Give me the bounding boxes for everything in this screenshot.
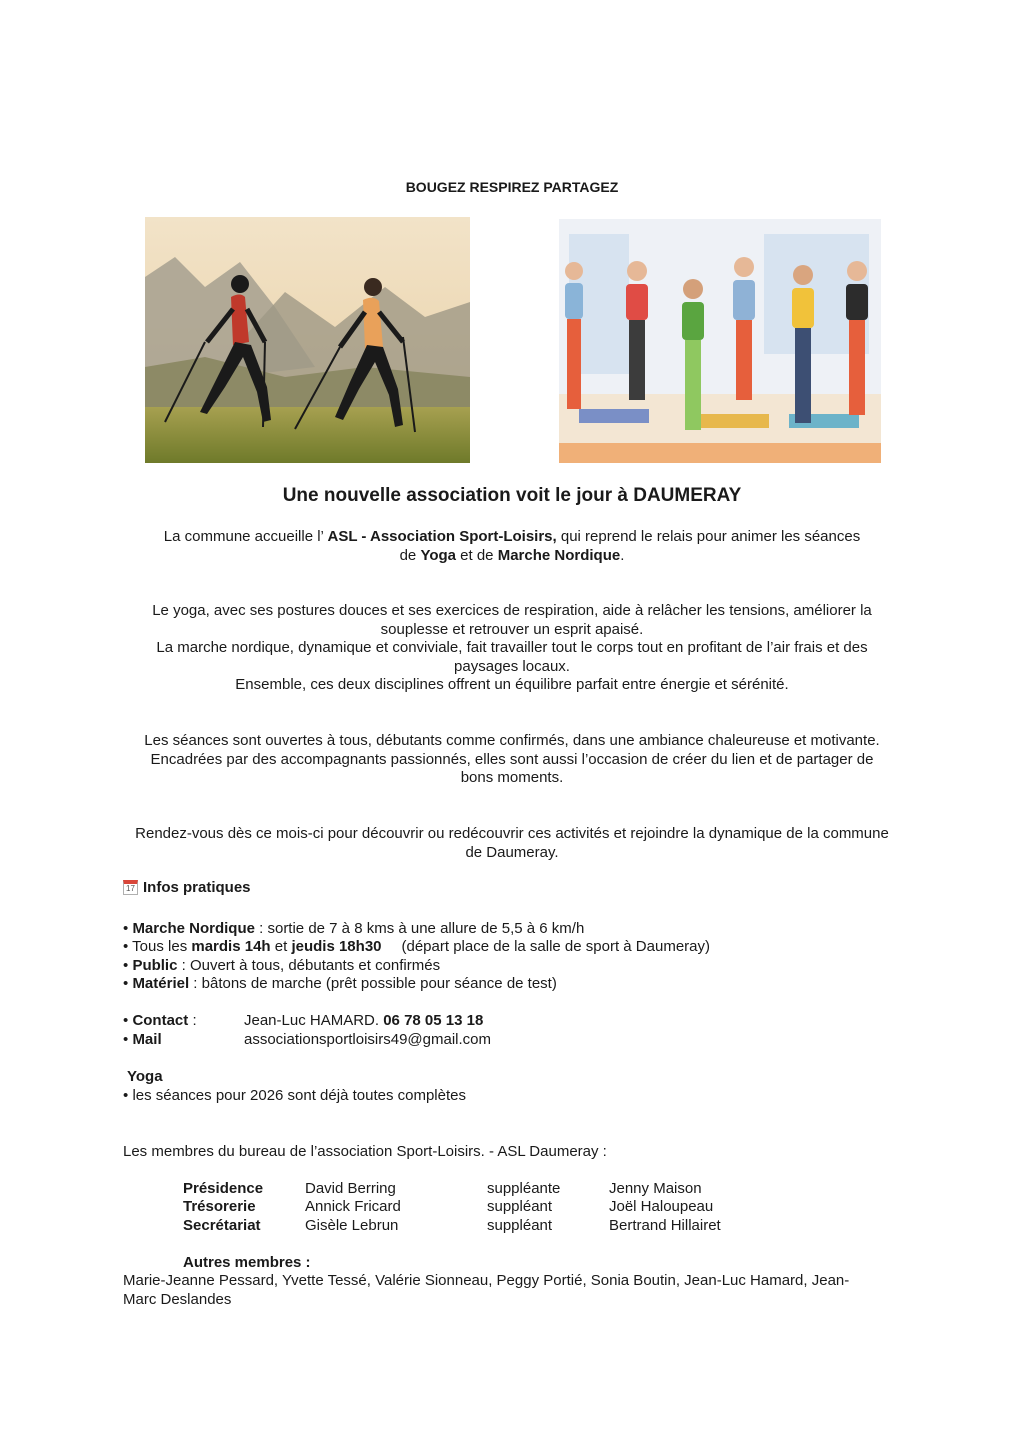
- paragraph-line: Le yoga, avec ses postures douces et ses exercices de respiration, aide à relâcher les tensions, améliorer la: [152, 602, 872, 619]
- bureau-name: David Berring: [305, 1180, 396, 1197]
- info-schedule: • Tous les mardis 14h et jeudis 18h30 (départ place de la salle de sport à Daumeray): [123, 938, 710, 955]
- paragraph-line: de Daumeray.: [465, 843, 559, 861]
- contact-phone: 06 78 05 13 18: [383, 1012, 484, 1029]
- other-members-line-1: Marie-Jeanne Pessard, Yvette Tessé, Valérie Sionneau, Peggy Portié, Sonia Boutin, Jean-Luc Hamard, Jean-: [123, 1272, 850, 1289]
- other-members-heading: Autres membres :: [183, 1254, 311, 1271]
- yoga-info: • les séances pour 2026 sont déjà toutes complètes: [123, 1087, 466, 1104]
- bureau-sub-role: suppléant: [487, 1198, 553, 1215]
- bureau-sub-role: suppléante: [487, 1180, 561, 1197]
- paragraph-line: La marche nordique, dynamique et conviviale, fait travailler tout le corps tout en profitant de l’air frais et des: [156, 639, 868, 656]
- bureau-intro: Les membres du bureau de l’association Sport-Loisirs. - ASL Daumeray :: [123, 1143, 607, 1160]
- paragraph-line: bons moments.: [460, 769, 564, 786]
- bureau-name: Annick Fricard: [305, 1198, 401, 1215]
- paragraph-line: Encadrées par des accompagnants passionnés, elles sont aussi l’occasion de créer du lien et de partager de: [150, 750, 874, 768]
- page-title: Une nouvelle association voit le jour à DAUMERAY: [282, 485, 742, 506]
- disciplines-paragraph: [0, 602, 1024, 695]
- intro-line-2: de Yoga et de Marche Nordique.: [399, 546, 625, 564]
- intro-line-1: La commune accueille l’ ASL - Association Sport-Loisirs, qui reprend le relais pour animer les séances: [163, 528, 861, 545]
- mail-value[interactable]: associationsportloisirs49@gmail.com: [244, 1031, 491, 1048]
- contact-value: Jean-Luc HAMARD. 06 78 05 13 18: [244, 1012, 484, 1029]
- paragraph-line: Les séances sont ouvertes à tous, débutants comme confirmés, dans une ambiance chaleureuse et motivante.: [144, 732, 880, 749]
- infos-heading-label: Infos pratiques: [143, 879, 251, 896]
- bureau-sub-name: Joël Haloupeau: [609, 1198, 714, 1215]
- calendar-icon: 17: [123, 880, 138, 895]
- paragraph-line: Rendez-vous dès ce mois-ci pour découvrir ou redécouvrir ces activités et rejoindre la dynamique de la commune: [135, 825, 889, 842]
- info-mail: • Mail: [123, 1031, 162, 1048]
- yoga-heading: Yoga: [127, 1068, 163, 1085]
- rendezvous-paragraph: [0, 825, 1024, 862]
- info-public: • Public : Ouvert à tous, débutants et confirmés: [123, 957, 441, 974]
- nordic-walking-photo: [145, 217, 470, 463]
- paragraph-line: Ensemble, ces deux disciplines offrent un équilibre parfait entre énergie et sérénité.: [235, 676, 789, 693]
- other-members-line-2: Marc Deslandes: [123, 1291, 232, 1308]
- sessions-paragraph: [0, 732, 1024, 788]
- bureau-sub-name: Jenny Maison: [609, 1180, 702, 1197]
- info-contact: • Contact :: [123, 1012, 197, 1029]
- bureau-role: Présidence: [183, 1180, 264, 1197]
- bureau-role: Trésorerie: [183, 1198, 256, 1215]
- paragraph-line: paysages locaux.: [454, 657, 570, 675]
- paragraph-line: souplesse et retrouver un esprit apaisé.: [380, 620, 644, 638]
- intro-text: [0, 528, 1024, 565]
- bureau-role: Secrétariat: [183, 1217, 261, 1234]
- bureau-sub-name: Bertrand Hillairet: [609, 1217, 721, 1234]
- yoga-illustration: [559, 219, 881, 463]
- page-slogan: BOUGEZ RESPIREZ PARTAGEZ: [405, 179, 619, 195]
- bureau-name: Gisèle Lebrun: [305, 1217, 399, 1234]
- bureau-sub-role: suppléant: [487, 1217, 553, 1234]
- infos-heading: [123, 879, 251, 896]
- info-materiel: • Matériel : bâtons de marche (prêt possible pour séance de test): [123, 975, 557, 992]
- info-marche: • Marche Nordique : sortie de 7 à 8 kms à une allure de 5,5 à 6 km/h: [123, 920, 585, 937]
